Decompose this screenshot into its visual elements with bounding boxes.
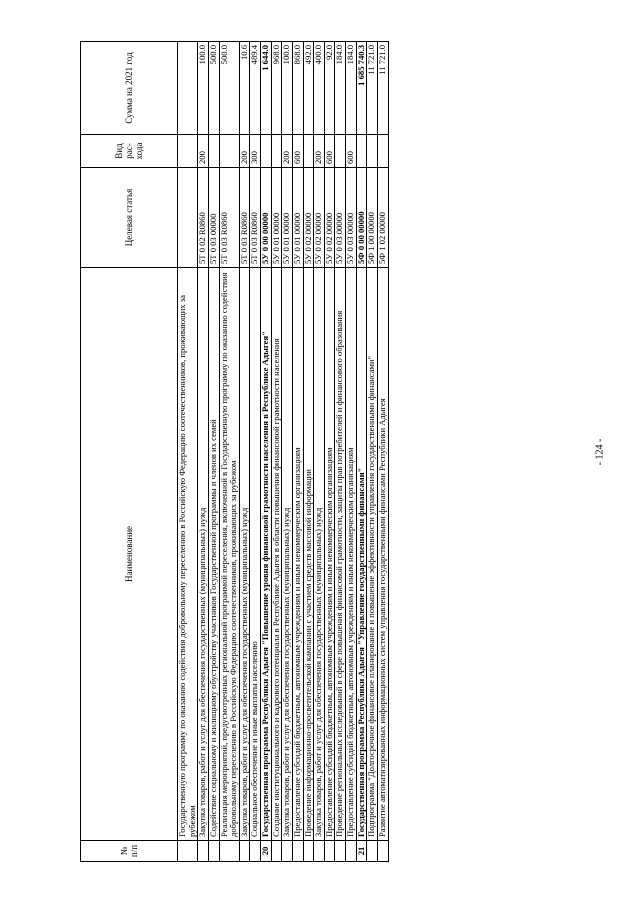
row-kind-cell [219,135,239,168]
row-num-cell: 21 [356,841,367,862]
row-num-cell [314,841,325,862]
row-num-cell: 20 [261,841,272,862]
row-name-cell: Государственная программа Республики Адыгея "Управление государственными финансами" [356,268,367,841]
table-row [208,42,219,862]
row-code-cell: 5Ф 1 02 00000 [377,168,388,268]
row-sum-cell: 400.0 [314,42,325,135]
row-sum-cell: 100.0 [198,42,209,135]
row-code-cell: 5У 0 00 00000 [261,168,272,268]
row-kind-cell [271,135,282,168]
row-name-cell: Создание институционального и кадрового потенциала в Республике Адыгея в области повышения финансовой грамотности населения [271,268,282,841]
row-name-cell: Государственная программа Республики Адыгея "Повышение уровня финансовой грамотности населения в Республике Адыгея" [261,268,272,841]
row-name-cell: Реализация мероприятий, предусмотренных региональной программой переселения, включенной в Государственную программу по оказанию содействия добровольному переселению в Российскую Федерацию соотечественников, проживающих за рубежом [219,268,239,841]
row-kind-cell [356,135,367,168]
row-kind-cell: 600 [346,135,357,168]
table-header-row [81,42,178,862]
row-code-cell: 5Ф 0 00 00000 [356,168,367,268]
row-kind-cell [335,135,346,168]
row-num-cell [271,841,282,862]
table-row [346,42,357,862]
row-code-cell [178,168,198,268]
row-kind-cell: 200 [198,135,209,168]
row-num-cell [282,841,293,862]
row-sum-cell: 489.4 [250,42,261,135]
row-name-cell: Предоставление субсидий бюджетным, автономным учреждениям и иным некоммерческим организациям [346,268,357,841]
table-row [335,42,346,862]
row-name-cell: Государственную программу по оказанию содействия добровольному переселению в Российскую Федерацию соотечественников, проживающих за рубежом [178,268,198,841]
header-code: Целевая статья [81,168,178,268]
row-code-cell: 5У 0 02 00000 [314,168,325,268]
row-num-cell [377,841,388,862]
table-row [219,42,239,862]
row-code-cell: 5Т 0 02 R0860 [198,168,209,268]
row-name-cell: Проведение информационно-просветительской кампании с участием средств массовой информации [303,268,314,841]
table-row [198,42,209,862]
row-num-cell [178,841,198,862]
table-row [178,42,198,862]
row-sum-cell: 184.0 [335,42,346,135]
row-name-cell: Предоставление субсидий бюджетным, автономным учреждениям и иным некоммерческим организациям [324,268,335,841]
row-num-cell [239,841,250,862]
row-code-cell: 5У 0 01 00000 [271,168,282,268]
table-row [367,42,378,862]
row-num-cell [292,841,303,862]
budget-table [80,41,389,862]
table-row [356,42,367,862]
row-code-cell: 5Т 0 03 R0860 [219,168,239,268]
row-num-cell [335,841,346,862]
row-kind-cell: 300 [250,135,261,168]
row-kind-cell [303,135,314,168]
row-num-cell [198,841,209,862]
table-row [239,42,250,862]
row-kind-cell [367,135,378,168]
row-num-cell [346,841,357,862]
row-kind-cell: 200 [282,135,293,168]
row-name-cell: Содействие социальному и жилищному обустройству участников Государственной программы и членов их семей [208,268,219,841]
row-name-cell: Закупка товаров, работ и услуг для обеспечения государственных (муниципальных) нужд [282,268,293,841]
row-name-cell: Закупка товаров, работ и услуг для обеспечения государственных (муниципальных) нужд [239,268,250,841]
row-code-cell: 5У 0 01 00000 [292,168,303,268]
row-kind-cell [377,135,388,168]
row-name-cell: Развитие автоматизированных информационных систем управления государственными финансами Республики Адыгея [377,268,388,841]
table-body [178,42,389,862]
row-num-cell [208,841,219,862]
row-code-cell: 5У 0 01 00000 [282,168,293,268]
header-kind: Вид рас-хода [81,135,178,168]
row-sum-cell: 500.0 [219,42,239,135]
row-code-cell: 5У 0 02 00000 [303,168,314,268]
row-code-cell: 5У 0 03 00000 [346,168,357,268]
row-sum-cell: 500.0 [208,42,219,135]
row-num-cell [367,841,378,862]
row-kind-cell [261,135,272,168]
header-sum: Сумма на 2021 год [81,42,178,135]
page-number: - 124 - [594,438,606,466]
row-code-cell: 5Ф 1 00 00000 [367,168,378,268]
row-kind-cell: 600 [292,135,303,168]
row-num-cell [324,841,335,862]
table-row [324,42,335,862]
table-row [282,42,293,862]
row-sum-cell [178,42,198,135]
row-sum-cell: 92.0 [324,42,335,135]
row-sum-cell: 492.0 [303,42,314,135]
row-sum-cell: 11 721.0 [367,42,378,135]
row-sum-cell: 184.0 [346,42,357,135]
row-num-cell [250,841,261,862]
row-kind-cell: 600 [324,135,335,168]
row-code-cell: 5У 0 02 00000 [324,168,335,268]
row-name-cell: Предоставление субсидий бюджетным, автономным учреждениям и иным некоммерческим организациям [292,268,303,841]
row-sum-cell: 868.0 [292,42,303,135]
row-kind-cell [178,135,198,168]
row-sum-cell: 11 721.0 [377,42,388,135]
row-code-cell: 5У 0 03 00000 [335,168,346,268]
header-name: Наименование [81,268,178,841]
table-row [250,42,261,862]
rotated-table-sheet [80,42,560,862]
row-sum-cell: 1 644.0 [261,42,272,135]
table-row [271,42,282,862]
header-num: № п/п [81,841,178,862]
row-sum-cell: 10.6 [239,42,250,135]
table-row [314,42,325,862]
row-sum-cell: 100.0 [282,42,293,135]
row-code-cell: 5Т 0 03 R0860 [239,168,250,268]
row-num-cell [219,841,239,862]
table-row [261,42,272,862]
row-code-cell: 5Т 0 03 00000 [208,168,219,268]
row-name-cell: Социальное обеспечение и иные выплаты населению [250,268,261,841]
row-sum-cell: 1 685 740.3 [356,42,367,135]
row-name-cell: Проведение региональных исследований в сфере повышения финансовой грамотности, защиты прав потребителей и финансового образования [335,268,346,841]
row-num-cell [303,841,314,862]
row-kind-cell [208,135,219,168]
row-kind-cell: 200 [239,135,250,168]
row-name-cell: Подпрограмма "Долгосрочное финансовое планирование и повышение эффективности управления государственными финансами" [367,268,378,841]
row-code-cell: 5Т 0 03 R0860 [250,168,261,268]
table-row [303,42,314,862]
row-name-cell: Закупка товаров, работ и услуг для обеспечения государственных (муниципальных) нужд [314,268,325,841]
row-name-cell: Закупка товаров, работ и услуг для обеспечения государственных (муниципальных) нужд [198,268,209,841]
table-row [292,42,303,862]
table-row [377,42,388,862]
row-kind-cell: 200 [314,135,325,168]
row-sum-cell: 968.0 [271,42,282,135]
